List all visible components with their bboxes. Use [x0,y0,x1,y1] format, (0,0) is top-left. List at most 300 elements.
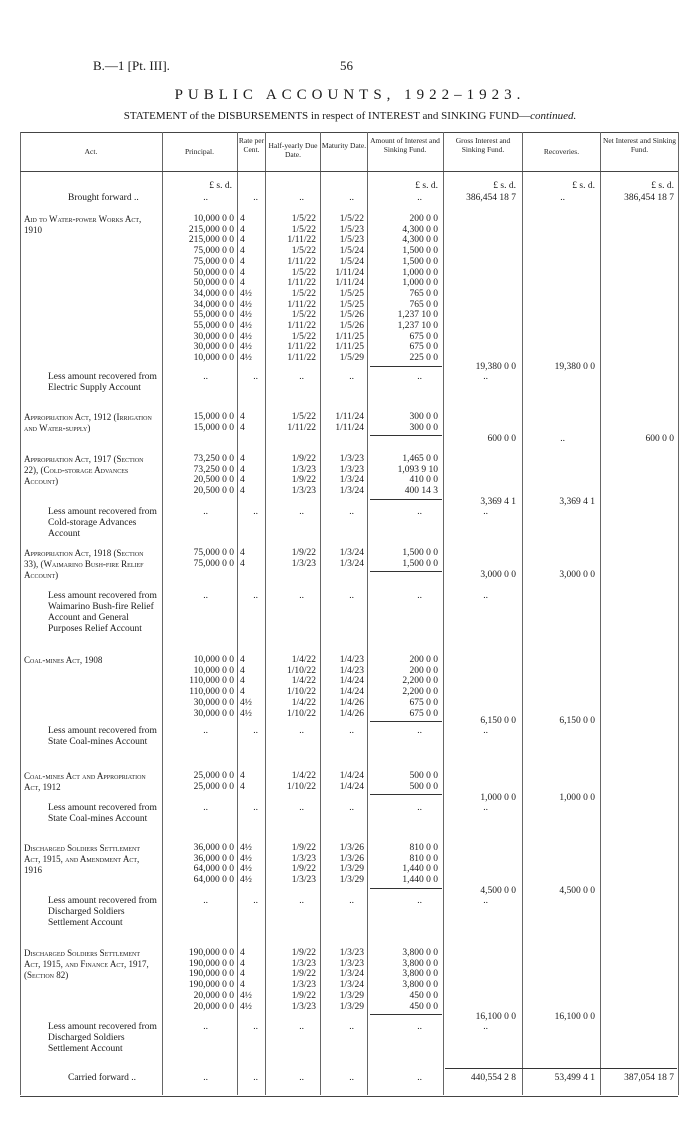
dots: .. [203,1022,208,1032]
col-header-halfyearly: Half-yearly Due Date. [268,141,318,159]
principal-cell: 15,000 0 0 [193,412,234,422]
principal-cell: 34,000 0 0 [193,299,234,310]
halfyearly-date-cell: 1/5/22 [291,224,316,235]
dots: .. [299,726,304,736]
halfyearly-date-cell: 1/9/22 [291,969,316,980]
dots: .. [417,591,422,601]
amount-cell: 450 0 0 [409,990,438,1001]
amount-cell: 450 0 0 [409,1001,438,1012]
maturity-date-cell: 1/5/25 [339,299,364,310]
rate-cell: 4 [240,655,245,665]
recovery-cell: 3,369 4 1 [559,497,595,507]
halfyearly-date-cell: 1/11/22 [287,321,316,331]
maturity-date-cell: 1/5/22 [339,214,364,224]
recovery-cell: 4,500 0 0 [559,886,595,896]
total-rule [445,1068,677,1069]
act-name: Appropriation Act, 1912 (Irrigation and Water-supply) [24,412,152,433]
amount-cell: 1,000 0 0 [402,278,438,289]
halfyearly-date-cell: 1/11/22 [287,278,316,289]
principal-cell: 110,000 0 0 [189,687,234,698]
principal-cell: 50,000 0 0 [193,267,234,278]
dots: .. [203,726,208,736]
dots: .. [299,507,304,517]
act-name: Discharged Soldiers Settlement Act, 1915, and Amendment Act, 1916 [24,843,141,875]
amount-cell: 810 0 0 [409,853,438,864]
dots: .. [349,507,354,517]
rate-cell: 4 [240,267,245,278]
amount-cell: 1,440 0 0 [402,875,438,886]
halfyearly-date-cell: 1/10/22 [286,781,316,792]
rate-cell: 4 [240,486,245,497]
rate-cell: 4½ [240,321,252,331]
rate-cell: 4 [240,464,245,475]
amount-cell: 300 0 0 [409,422,438,433]
principal-cell: 30,000 0 0 [193,697,234,708]
maturity-date-cell: 1/4/24 [339,687,364,698]
document-reference: B.—1 [Pt. III]. [93,58,170,73]
principal-cell: 25,000 0 0 [193,781,234,792]
amount-cell: 675 0 0 [409,342,438,353]
less-recovered-note: Less amount recovered from State Coal-mines Account [48,803,157,824]
halfyearly-date-cell: 1/5/22 [291,267,316,278]
brought-forward-gross: 386,454 18 7 [466,193,516,203]
principal-cell: 190,000 0 0 [188,980,234,991]
gross-cell: 19,380 0 0 [475,362,516,372]
amount-cell: 500 0 0 [409,781,438,792]
dots: .. [203,591,208,601]
statement-subtitle [0,110,700,122]
rate-cell: 4½ [240,288,252,299]
rate-cell: 4 [240,548,245,558]
maturity-date-cell: 1/4/24 [339,771,364,781]
maturity-date-cell: 1/3/23 [339,958,364,969]
dots: .. [203,507,208,517]
halfyearly-date-cell: 1/3/23 [291,875,316,886]
dots: .. [349,591,354,601]
dots: .. [203,1073,208,1083]
halfyearly-date-cell: 1/10/22 [286,687,316,698]
rate-cell: 4½ [240,864,252,875]
brought-forward-label: Brought forward .. [68,193,139,203]
principal-cell: 20,500 0 0 [193,486,234,497]
amount-cell: 200 0 0 [409,665,438,676]
dots: .. [349,726,354,736]
rate-cell: 4 [240,958,245,969]
rate-cell: 4 [240,687,245,698]
column-divider [162,132,163,1095]
dots: .. [253,507,258,517]
carried-forward-net: 387,054 18 7 [624,1073,674,1083]
amount-cell: 675 0 0 [409,331,438,342]
dots: .. [417,726,422,736]
gross-cell: 6,150 0 0 [480,716,516,726]
dots: .. [253,372,258,382]
maturity-date-cell: 1/3/29 [339,864,364,875]
dots: .. [299,1022,304,1032]
dots: .. [417,1022,422,1032]
rate-cell: 4 [240,781,245,792]
maturity-date-cell: 1/4/26 [339,708,364,719]
dots: .. [253,591,258,601]
maturity-date-cell: 1/11/25 [335,331,364,342]
amount-cell: 765 0 0 [409,288,438,299]
halfyearly-date-cell: 1/5/22 [291,246,316,257]
maturity-date-cell: 1/5/23 [339,235,364,246]
lsd-amount: £ s. d. [415,181,438,191]
principal-cell: 190,000 0 0 [188,969,234,980]
maturity-date-cell: 1/3/24 [339,969,364,980]
recovery-cell: .. [560,434,565,444]
act-name: Coal-mines Act and Appropriation Act, 1912 [24,771,146,792]
amount-cell: 1,237 10 0 [397,321,438,331]
rate-cell: 4 [240,224,245,235]
amount-cell: 4,300 0 0 [402,235,438,246]
principal-cell: 10,000 0 0 [193,214,234,224]
principal-cell: 215,000 0 0 [188,224,234,235]
rate-cell: 4 [240,422,245,433]
col-header-net: Net Interest and Sinking Fund. [602,136,677,154]
maturity-date-cell: 1/11/24 [335,278,364,289]
rate-cell: 4 [240,948,245,958]
amount-cell: 1,500 0 0 [402,256,438,267]
halfyearly-date-cell: 1/3/23 [291,558,316,569]
maturity-date-cell: 1/5/24 [339,246,364,257]
dots: .. [299,591,304,601]
maturity-date-cell: 1/11/24 [335,412,364,422]
page-header [0,58,700,82]
dots: .. [483,372,488,382]
maturity-date-cell: 1/5/23 [339,224,364,235]
dots: .. [483,1022,488,1032]
halfyearly-date-cell: 1/5/22 [291,331,316,342]
rate-cell: 4 [240,771,245,781]
halfyearly-date-cell: 1/3/23 [291,958,316,969]
amount-cell: 500 0 0 [409,771,438,781]
maturity-date-cell: 1/3/24 [339,475,364,486]
gross-cell: 3,369 4 1 [480,497,516,507]
dots: .. [417,803,422,813]
less-recovered-note: Less amount recovered from Cold-storage Advances Account [48,507,157,539]
amount-cell: 1,465 0 0 [402,454,438,464]
maturity-date-cell: 1/4/24 [339,781,364,792]
dots: .. [349,193,354,203]
column-divider [522,132,523,1095]
amount-cell: 225 0 0 [409,353,438,364]
dots: .. [349,372,354,382]
halfyearly-date-cell: 1/10/22 [286,665,316,676]
principal-cell: 110,000 0 0 [189,676,234,687]
dots: .. [253,803,258,813]
amount-cell: 1,000 0 0 [402,267,438,278]
gross-cell: 4,500 0 0 [480,886,516,896]
header-separator [20,171,678,172]
amount-cell: 3,800 0 0 [402,969,438,980]
column-divider [237,132,238,1095]
rate-cell: 4½ [240,990,252,1001]
halfyearly-date-cell: 1/11/22 [287,353,316,364]
halfyearly-date-cell: 1/9/22 [291,475,316,486]
amount-cell: 765 0 0 [409,299,438,310]
dots: .. [253,1022,258,1032]
rate-cell: 4½ [240,697,252,708]
subtitle-main: STATEMENT of the DISBURSEMENTS in respect of INTEREST and SINKING FUND— [123,110,531,122]
subtotal-rule [370,571,442,572]
principal-cell: 55,000 0 0 [193,321,234,331]
rate-cell: 4 [240,969,245,980]
less-recovered-note: Less amount recovered from Electric Supply Account [48,372,157,393]
dots: .. [253,726,258,736]
column-divider [320,132,321,1095]
principal-cell: 75,000 0 0 [193,256,234,267]
principal-cell: 64,000 0 0 [193,864,234,875]
rate-cell: 4½ [240,331,252,342]
principal-cell: 55,000 0 0 [193,310,234,321]
column-divider [600,132,601,1095]
halfyearly-date-cell: 1/9/22 [291,454,316,464]
page-title: PUBLIC ACCOUNTS, 1922–1923. [174,87,526,103]
principal-cell: 30,000 0 0 [193,708,234,719]
principal-cell: 190,000 0 0 [188,948,234,958]
principal-cell: 75,000 0 0 [193,246,234,257]
page-number: 56 [340,58,353,73]
dots: .. [203,896,208,906]
principal-cell: 73,250 0 0 [193,464,234,475]
halfyearly-date-cell: 1/5/22 [291,214,316,224]
dots: .. [417,507,422,517]
principal-cell: 15,000 0 0 [193,422,234,433]
amount-cell: 1,500 0 0 [402,548,438,558]
subtotal-rule [370,499,442,500]
amount-cell: 1,500 0 0 [402,246,438,257]
halfyearly-date-cell: 1/4/22 [291,676,316,687]
maturity-date-cell: 1/4/26 [339,697,364,708]
halfyearly-date-cell: 1/9/22 [291,948,316,958]
col-header-principal: Principal. [185,147,214,156]
amount-cell: 675 0 0 [409,708,438,719]
principal-cell: 34,000 0 0 [193,288,234,299]
dots: .. [483,507,488,517]
act-name: Appropriation Act, 1918 (Section 33), (Waimarino Bush-fire Relief Account) [24,548,144,580]
act-name: Aid to Water-power Works Act, 1910 [24,214,142,235]
recovery-cell: 19,380 0 0 [554,362,595,372]
dots: .. [483,591,488,601]
rate-cell: 4½ [240,1001,252,1012]
maturity-date-cell: 1/5/29 [339,353,364,364]
amount-cell: 675 0 0 [409,697,438,708]
dots: .. [417,1073,422,1083]
rate-cell: 4½ [240,708,252,719]
maturity-date-cell: 1/3/24 [339,980,364,991]
halfyearly-date-cell: 1/5/22 [291,310,316,321]
subtotal-rule [370,794,442,795]
halfyearly-date-cell: 1/9/22 [291,864,316,875]
halfyearly-date-cell: 1/3/23 [291,486,316,497]
maturity-date-cell: 1/3/23 [339,454,364,464]
maturity-date-cell: 1/5/25 [339,288,364,299]
halfyearly-date-cell: 1/3/23 [291,980,316,991]
dots: .. [560,193,565,203]
amount-cell: 1,440 0 0 [402,864,438,875]
net-cell: 600 0 0 [645,434,674,444]
amount-cell: 1,093 9 10 [397,464,438,475]
gross-cell: 16,100 0 0 [475,1012,516,1022]
halfyearly-date-cell: 1/10/22 [286,708,316,719]
principal-cell: 25,000 0 0 [193,771,234,781]
brought-forward-net: 386,454 18 7 [624,193,674,203]
rate-cell: 4 [240,558,245,569]
halfyearly-date-cell: 1/4/22 [291,655,316,665]
principal-cell: 20,000 0 0 [193,990,234,1001]
rate-cell: 4 [240,475,245,486]
recovery-cell: 3,000 0 0 [559,570,595,580]
gross-cell: 600 0 0 [487,434,516,444]
amount-cell: 810 0 0 [409,843,438,853]
halfyearly-date-cell: 1/5/22 [291,412,316,422]
rate-cell: 4½ [240,353,252,364]
principal-cell: 10,000 0 0 [193,665,234,676]
maturity-date-cell: 1/3/23 [339,464,364,475]
dots: .. [203,803,208,813]
recovery-cell: 16,100 0 0 [554,1012,595,1022]
dots: .. [483,726,488,736]
principal-cell: 75,000 0 0 [193,548,234,558]
carried-forward-label: Carried forward .. [68,1073,137,1083]
dots: .. [253,1073,258,1083]
dots: .. [203,193,208,203]
amount-cell: 2,200 0 0 [402,676,438,687]
halfyearly-date-cell: 1/11/22 [287,422,316,433]
less-recovered-note: Less amount recovered from Waimarino Bush-fire Relief Account and General Purposes Relief Account [48,591,157,634]
dots: .. [483,896,488,906]
act-name: Appropriation Act, 1917 (Section 22), (Cold-storage Advances Account) [24,454,144,486]
rate-cell: 4 [240,665,245,676]
principal-cell: 215,000 0 0 [188,235,234,246]
maturity-date-cell: 1/11/25 [335,342,364,353]
maturity-date-cell: 1/4/23 [339,655,364,665]
halfyearly-date-cell: 1/11/22 [287,299,316,310]
amount-cell: 200 0 0 [409,214,438,224]
rate-cell: 4 [240,256,245,267]
recovery-cell: 1,000 0 0 [559,793,595,803]
maturity-date-cell: 1/3/24 [339,548,364,558]
col-header-act: Act. [84,147,98,156]
maturity-date-cell: 1/5/26 [339,321,364,331]
maturity-date-cell: 1/3/29 [339,990,364,1001]
col-header-recoveries: Recoveries. [543,147,580,156]
principal-cell: 64,000 0 0 [193,875,234,886]
halfyearly-date-cell: 1/3/23 [291,853,316,864]
amount-cell: 2,200 0 0 [402,687,438,698]
dots: .. [299,1073,304,1083]
recovery-cell: 6,150 0 0 [559,716,595,726]
principal-cell: 50,000 0 0 [193,278,234,289]
rate-cell: 4 [240,235,245,246]
rate-cell: 4 [240,980,245,991]
act-name: Discharged Soldiers Settlement Act, 1915, and Finance Act, 1917, (Section 82) [24,948,149,980]
halfyearly-date-cell: 1/4/22 [291,771,316,781]
subtotal-rule [370,721,442,722]
maturity-date-cell: 1/3/29 [339,875,364,886]
lsd-net: £ s. d. [651,181,674,191]
principal-cell: 30,000 0 0 [193,342,234,353]
amount-cell: 3,800 0 0 [402,948,438,958]
less-recovered-note: Less amount recovered from State Coal-mines Account [48,726,157,747]
rate-cell: 4 [240,214,245,224]
maturity-date-cell: 1/5/26 [339,310,364,321]
principal-cell: 10,000 0 0 [193,353,234,364]
col-header-rate: Rate per Cent. [238,136,265,154]
dots: .. [299,896,304,906]
dots: .. [417,896,422,906]
table-border-left [20,132,21,1095]
maturity-date-cell: 1/3/23 [339,948,364,958]
subtotal-rule [370,435,442,436]
carried-forward-gross: 440,554 2 8 [470,1073,516,1083]
act-name: Coal-mines Act, 1908 [24,655,103,665]
rate-cell: 4½ [240,342,252,353]
principal-cell: 75,000 0 0 [193,558,234,569]
halfyearly-date-cell: 1/9/22 [291,843,316,853]
maturity-date-cell: 1/3/29 [339,1001,364,1012]
halfyearly-date-cell: 1/3/23 [291,1001,316,1012]
rate-cell: 4 [240,454,245,464]
gross-cell: 3,000 0 0 [480,570,516,580]
rate-cell: 4½ [240,310,252,321]
halfyearly-date-cell: 1/3/23 [291,464,316,475]
maturity-date-cell: 1/11/24 [335,422,364,433]
dots: .. [299,193,304,203]
column-divider [367,132,368,1095]
carried-forward-recoveries: 53,499 4 1 [554,1073,595,1083]
maturity-date-cell: 1/4/23 [339,665,364,676]
dots: .. [349,803,354,813]
amount-cell: 1,500 0 0 [402,558,438,569]
rate-cell: 4 [240,246,245,257]
rate-cell: 4½ [240,853,252,864]
halfyearly-date-cell: 1/9/22 [291,990,316,1001]
amount-cell: 1,237 10 0 [397,310,438,321]
col-header-maturity: Maturity Date. [321,141,367,150]
col-header-gross: Gross Interest and Sinking Fund. [455,136,511,154]
halfyearly-date-cell: 1/9/22 [291,548,316,558]
rate-cell: 4 [240,412,245,422]
dots: .. [349,1022,354,1032]
dots: .. [349,1073,354,1083]
subtotal-rule [370,1014,442,1015]
principal-cell: 30,000 0 0 [193,331,234,342]
principal-cell: 36,000 0 0 [193,843,234,853]
dots: .. [299,803,304,813]
halfyearly-date-cell: 1/11/22 [287,256,316,267]
maturity-date-cell: 1/3/26 [339,853,364,864]
rate-cell: 4½ [240,299,252,310]
dots: .. [483,803,488,813]
subtotal-rule [370,366,442,367]
principal-cell: 190,000 0 0 [188,958,234,969]
maturity-date-cell: 1/5/24 [339,256,364,267]
dots: .. [349,896,354,906]
amount-cell: 410 0 0 [409,475,438,486]
halfyearly-date-cell: 1/11/22 [287,235,316,246]
rate-cell: 4 [240,278,245,289]
less-recovered-note: Less amount recovered from Discharged Soldiers Settlement Account [48,896,157,928]
lsd-principal: £ s. d. [209,181,232,191]
dots: .. [253,193,258,203]
maturity-date-cell: 1/4/24 [339,676,364,687]
amount-cell: 400 14 3 [404,486,438,497]
dots: .. [417,193,422,203]
principal-cell: 20,000 0 0 [193,1001,234,1012]
